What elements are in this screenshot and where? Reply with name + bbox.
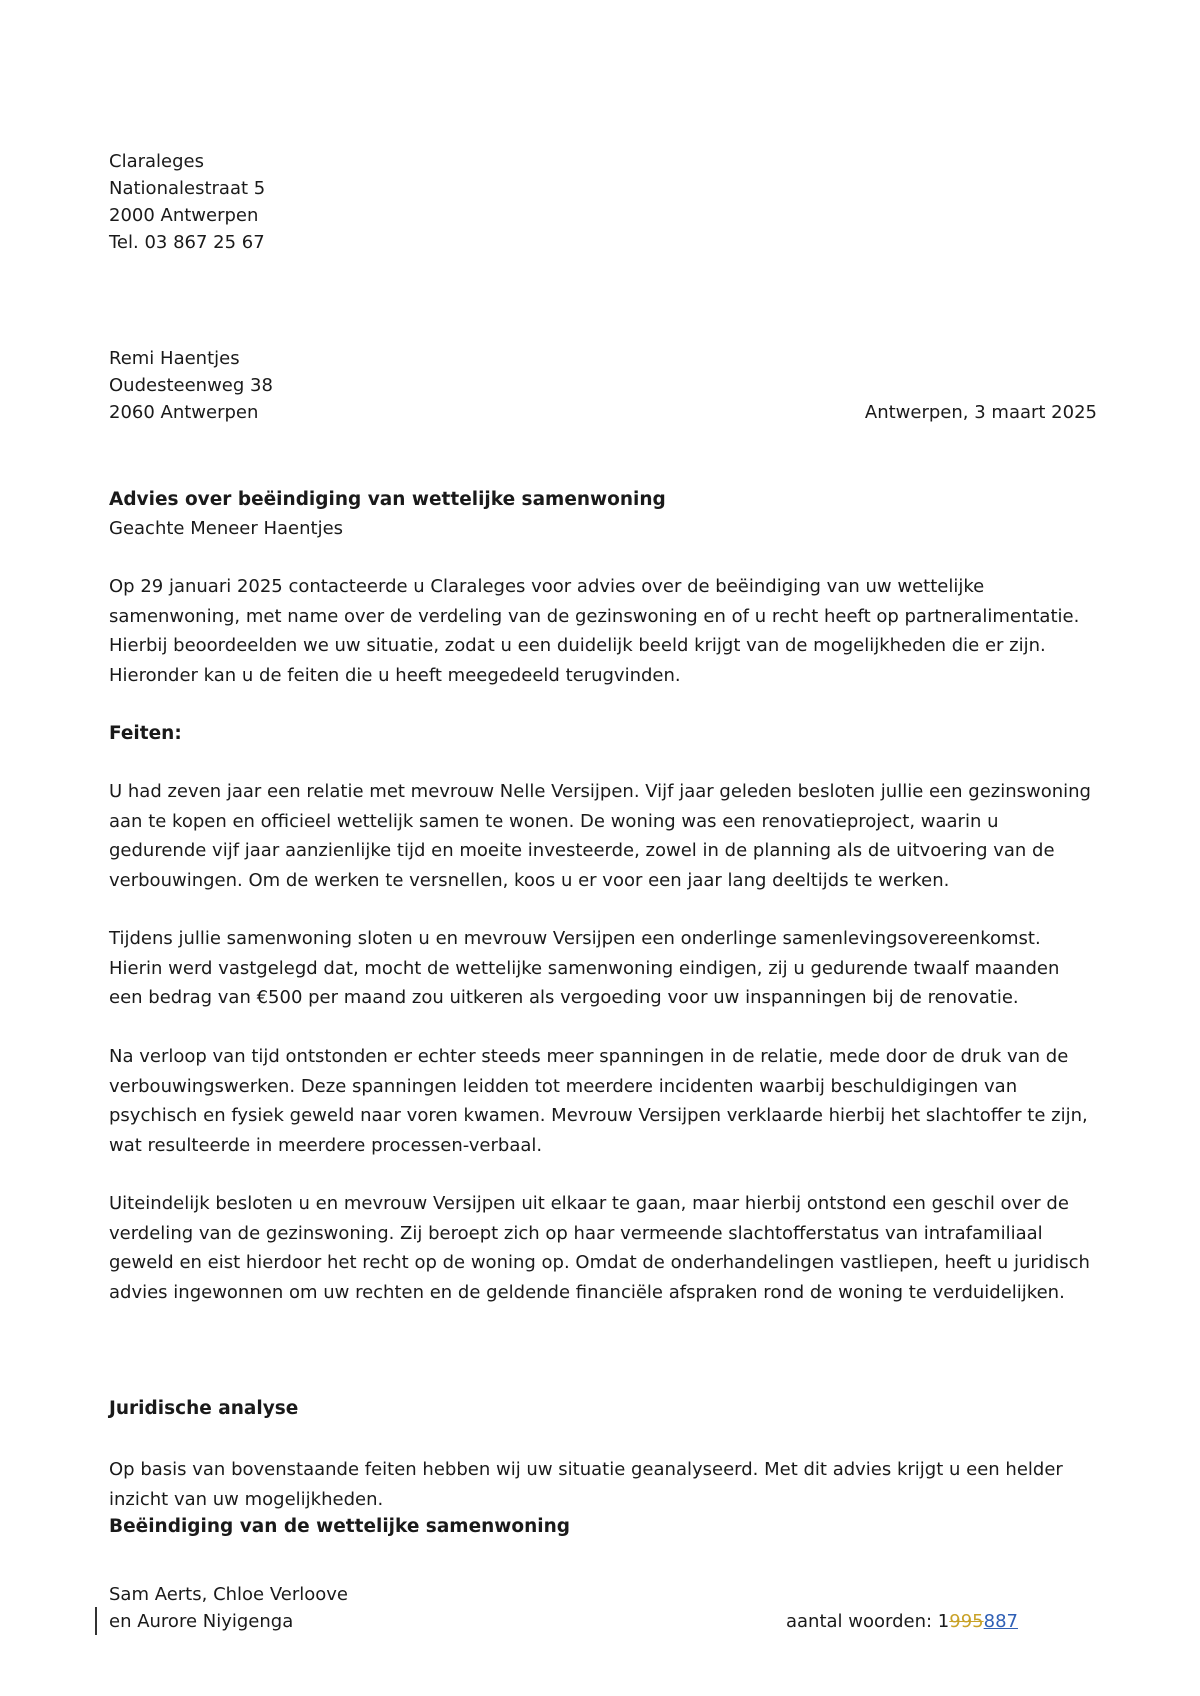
recipient-street: Oudesteenweg 38 bbox=[109, 375, 273, 396]
letter-date: Antwerpen, 3 maart 2025 bbox=[864, 402, 1097, 423]
text-line: Hieronder kan u de feiten die u heeft meegedeeld terugvinden. bbox=[109, 664, 681, 686]
text-line: advies ingewonnen om uw rechten en de geldende financiële afspraken rond de woning te verduidelijken. bbox=[109, 1281, 1065, 1303]
text-line: U had zeven jaar een relatie met mevrouw Nelle Versijpen. Vijf jaar geleden besloten jullie een gezinswoning bbox=[109, 781, 1091, 802]
sender-city: 2000 Antwerpen bbox=[109, 205, 259, 226]
change-bar bbox=[95, 1607, 97, 1635]
word-count-label: aantal woorden: 1 bbox=[786, 1611, 950, 1632]
footer-authors-line2: en Aurore Niyigenga bbox=[109, 1611, 294, 1632]
facts-paragraph-3 bbox=[109, 1042, 1099, 1160]
text-line: Na verloop van tijd ontstonden er echter steeds meer spanningen in de relatie, mede door de druk van de bbox=[109, 1046, 1069, 1067]
analysis-paragraph bbox=[109, 1455, 1099, 1514]
letter-subject: Advies over beëindiging van wettelijke samenwoning bbox=[109, 489, 666, 510]
text-line: Hierbij beoordeelden we uw situatie, zodat u een duidelijk beeld krijgt van de mogelijkheden die er zijn. bbox=[109, 635, 1046, 656]
text-line: Uiteindelijk besloten u en mevrouw Versijpen uit elkaar te gaan, maar hierbij ontstond een geschil over de bbox=[109, 1193, 1069, 1214]
analysis-heading: Juridische analyse bbox=[109, 1398, 299, 1419]
text-line: wat resulteerde in meerdere processen-verbaal. bbox=[109, 1134, 543, 1156]
facts-paragraph-1 bbox=[109, 777, 1099, 895]
text-line: verdeling van de gezinswoning. Zij beroept zich op haar vermeende slachtofferstatus van intrafamiliaal bbox=[109, 1222, 1043, 1244]
text-line: psychisch en fysiek geweld naar voren kwamen. Mevrouw Versijpen verklaarde hierbij het slachtoffer te zijn, bbox=[109, 1105, 1088, 1126]
text-line: inzicht van uw mogelijkheden. bbox=[109, 1488, 384, 1510]
facts-paragraph-4 bbox=[109, 1189, 1099, 1307]
sender-phone: Tel. 03 867 25 67 bbox=[109, 232, 265, 253]
text-line: Op basis van bovenstaande feiten hebben wij uw situatie geanalyseerd. Met dit advies krijgt u een helder bbox=[109, 1459, 1063, 1480]
text-line: verbouwingen. Om de werken te versnellen, koos u er voor een jaar lang deeltijds te werken. bbox=[109, 869, 950, 891]
section-heading: Beëindiging van de wettelijke samenwoning bbox=[109, 1516, 571, 1537]
text-line: geweld en eist hierdoor het recht op de woning op. Omdat de onderhandelingen vastliepen, heeft u juridisch bbox=[109, 1252, 1090, 1273]
sender-name: Claraleges bbox=[109, 151, 204, 172]
word-count-inserted: 887 bbox=[983, 1611, 1018, 1632]
text-line: gedurende vijf jaar aanzienlijke tijd en moeite investeerde, zowel in de planning als de uitvoering van de bbox=[109, 840, 1055, 861]
text-line: samenwoning, met name over de verdeling van de gezinswoning en of u recht heeft op partneralimentatie. bbox=[109, 605, 1080, 627]
facts-heading: Feiten: bbox=[109, 723, 182, 744]
recipient-name: Remi Haentjes bbox=[109, 348, 240, 369]
footer-authors-line1: Sam Aerts, Chloe Verloove bbox=[109, 1584, 348, 1605]
word-count-deleted: 995 bbox=[949, 1611, 984, 1632]
salutation: Geachte Meneer Haentjes bbox=[109, 518, 344, 539]
sender-street: Nationalestraat 5 bbox=[109, 178, 266, 199]
text-line: verbouwingswerken. Deze spanningen leidden tot meerdere incidenten waarbij beschuldigingen van bbox=[109, 1075, 1018, 1097]
text-line: Op 29 januari 2025 contacteerde u Claraleges voor advies over de beëindiging van uw wettelijke bbox=[109, 576, 985, 597]
intro-paragraph bbox=[109, 572, 1099, 690]
text-line: aan te kopen en officieel wettelijk samen te wonen. De woning was een renovatieproject, waarin u bbox=[109, 810, 999, 832]
text-line: Hierin werd vastgelegd dat, mocht de wettelijke samenwoning eindigen, zij u gedurende twaalf maanden bbox=[109, 957, 1060, 979]
word-count bbox=[786, 1608, 1018, 1635]
recipient-city: 2060 Antwerpen bbox=[109, 402, 259, 423]
text-line: een bedrag van €500 per maand zou uitkeren als vergoeding voor uw inspanningen bij de renovatie. bbox=[109, 987, 1019, 1008]
text-line: Tijdens jullie samenwoning sloten u en mevrouw Versijpen een onderlinge samenlevingsovereenkomst. bbox=[109, 928, 1041, 949]
facts-paragraph-2 bbox=[109, 924, 1099, 1013]
